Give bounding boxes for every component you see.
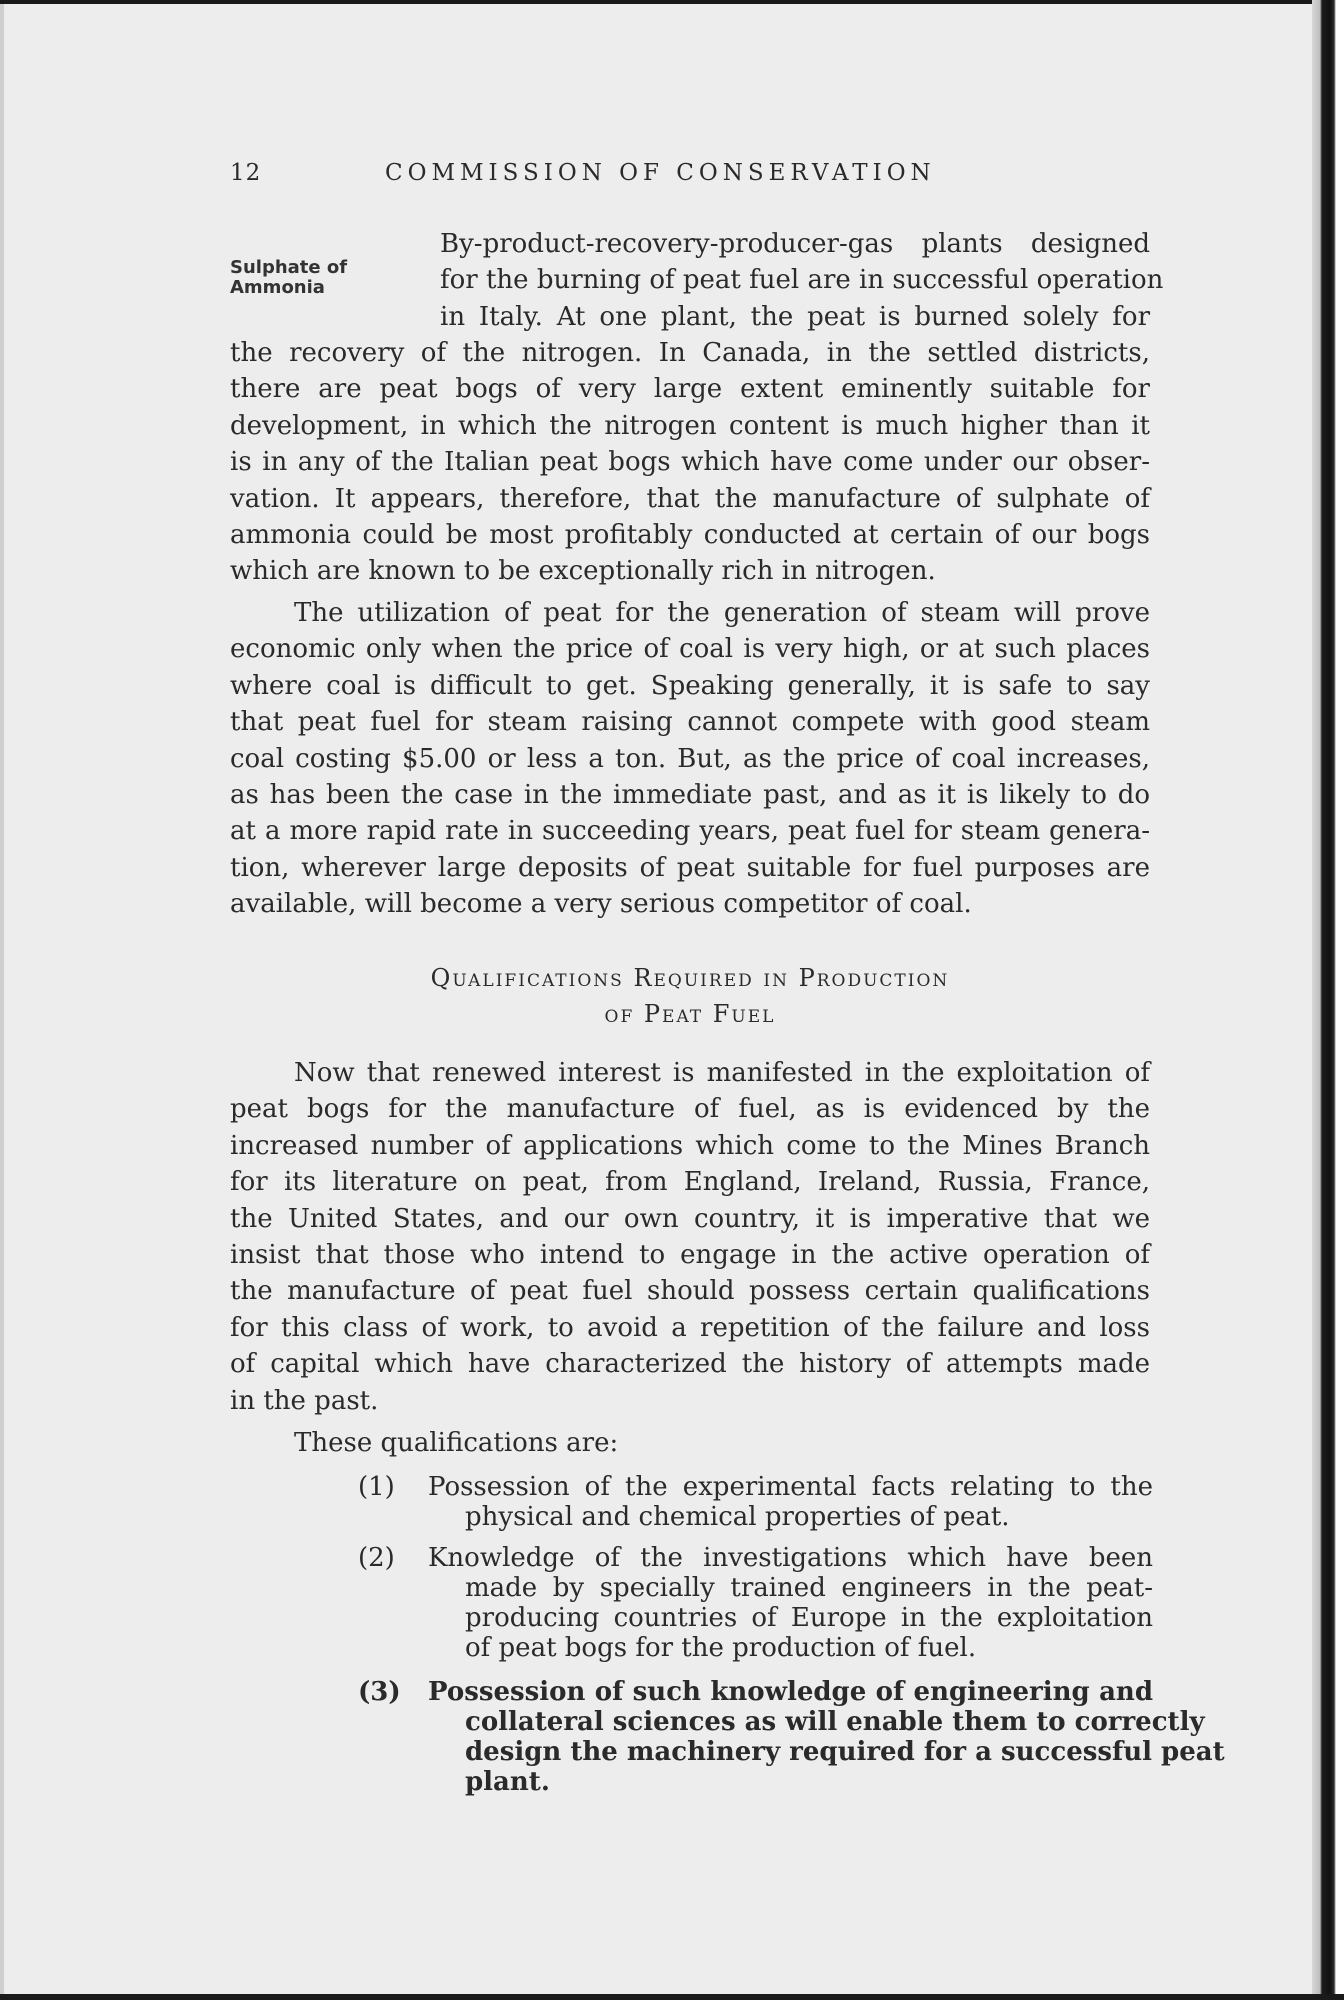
text-line: the United States, and our own country, it is imperative that we (230, 1203, 1150, 1234)
paragraph-3 (230, 1055, 1150, 1419)
text-line: as has been the case in the immediate past, and as it is likely to do (230, 780, 1150, 811)
text-line: plant. (465, 1767, 550, 1797)
text-line: increased number of applications which come to the Mines Branch (230, 1130, 1150, 1161)
text-line: By-product-recovery-producer-gas plants designed (440, 229, 1150, 259)
scan-border-left (0, 0, 4, 2000)
text-line: made by specially trained engineers in the peat- (465, 1573, 1153, 1603)
text-line: insist that those who intend to engage in the active operation of (230, 1240, 1150, 1271)
text-line: Possession of the experimental facts relating to the (428, 1472, 1153, 1502)
text-line: physical and chemical properties of peat. (465, 1502, 1010, 1532)
text-line: collateral sciences as will enable them to correctly (465, 1707, 1205, 1737)
text-line: the recovery of the nitrogen. In Canada, in the settled districts, (230, 338, 1150, 368)
text-line: of capital which have characterized the history of attempts made (230, 1349, 1150, 1380)
text-line: Knowledge of the investigations which have been (428, 1543, 1153, 1573)
list-body (428, 1543, 1153, 1663)
text-line: Possession of such knowledge of engineering and (428, 1677, 1153, 1707)
margin-note (230, 258, 347, 298)
text-line: where coal is difficult to get. Speaking generally, it is safe to say (230, 670, 1150, 701)
text-line: coal costing $5.00 or less a ton. But, as the price of coal increases, (230, 743, 1150, 774)
text-line: there are peat bogs of very large extent eminently suitable for (230, 374, 1150, 405)
text-line: tion, wherever large deposits of peat suitable for fuel purposes are (230, 852, 1150, 883)
list-number: (3) (358, 1677, 401, 1707)
text-line: in the past. (230, 1385, 379, 1416)
list-number: (2) (358, 1543, 395, 1573)
text-line: at a more rapid rate in succeeding years, peat fuel for steam genera- (230, 816, 1150, 847)
text-line: that peat fuel for steam raising cannot compete with good steam (230, 707, 1150, 738)
text-line: producing countries of Europe in the exploitation (465, 1603, 1153, 1633)
section-heading-line: of Peat Fuel (604, 1000, 776, 1028)
text-line: for this class of work, to avoid a repetition of the failure and loss (230, 1312, 1150, 1343)
section-heading (230, 960, 1150, 1032)
margin-note-line: Sulphate of (230, 257, 348, 278)
text-line: in Italy. At one plant, the peat is burned solely for (440, 301, 1150, 332)
list-intro-text: These qualifications are: (294, 1428, 619, 1458)
paragraph-2 (230, 595, 1150, 923)
margin-note-line: Ammonia (230, 277, 325, 298)
text-line: The utilization of peat for the generation of steam will prove (294, 598, 1150, 628)
paragraph-1 (230, 335, 1150, 590)
text-line: for its literature on peat, from England, Ireland, Russia, France, (230, 1167, 1150, 1198)
scan-border-top (0, 0, 1344, 4)
paragraph-1-opening (440, 226, 1164, 335)
text-line: which are known to be exceptionally rich in nitrogen. (230, 556, 936, 587)
text-line: the manufacture of peat fuel should possess certain qualifications (230, 1276, 1150, 1307)
text-line: Now that renewed interest is manifested in the exploitation of (294, 1058, 1150, 1088)
list-number: (1) (358, 1472, 395, 1502)
text-line: of peat bogs for the production of fuel. (465, 1633, 977, 1663)
text-line: vation. It appears, therefore, that the manufacture of sulphate of (230, 483, 1150, 514)
scan-border-bottom (0, 1994, 1344, 2000)
text-line: peat bogs for the manufacture of fuel, as is evidenced by the (230, 1094, 1150, 1125)
text-line: design the machinery required for a successful peat (465, 1737, 1225, 1767)
list-body (428, 1472, 1153, 1532)
page-header (230, 160, 1150, 200)
text-line: development, in which the nitrogen content is much higher than it (230, 410, 1150, 441)
list-body (428, 1677, 1225, 1797)
text-line: ammonia could be most profitably conducted at certain of our bogs (230, 520, 1150, 551)
section-heading-line: Qualifications Required in Production (430, 964, 950, 992)
text-line: is in any of the Italian peat bogs which have come under our obser- (230, 447, 1150, 478)
list-intro (230, 1425, 1150, 1461)
text-line: available, will become a very serious competitor of coal. (230, 889, 972, 920)
scan-border-right (1312, 0, 1344, 2000)
text-line: economic only when the price of coal is very high, or at such places (230, 634, 1150, 665)
page-number: 12 (230, 160, 262, 186)
running-head: COMMISSION OF CONSERVATION (385, 160, 936, 186)
text-line: for the burning of peat fuel are in successful operation (440, 265, 1164, 296)
